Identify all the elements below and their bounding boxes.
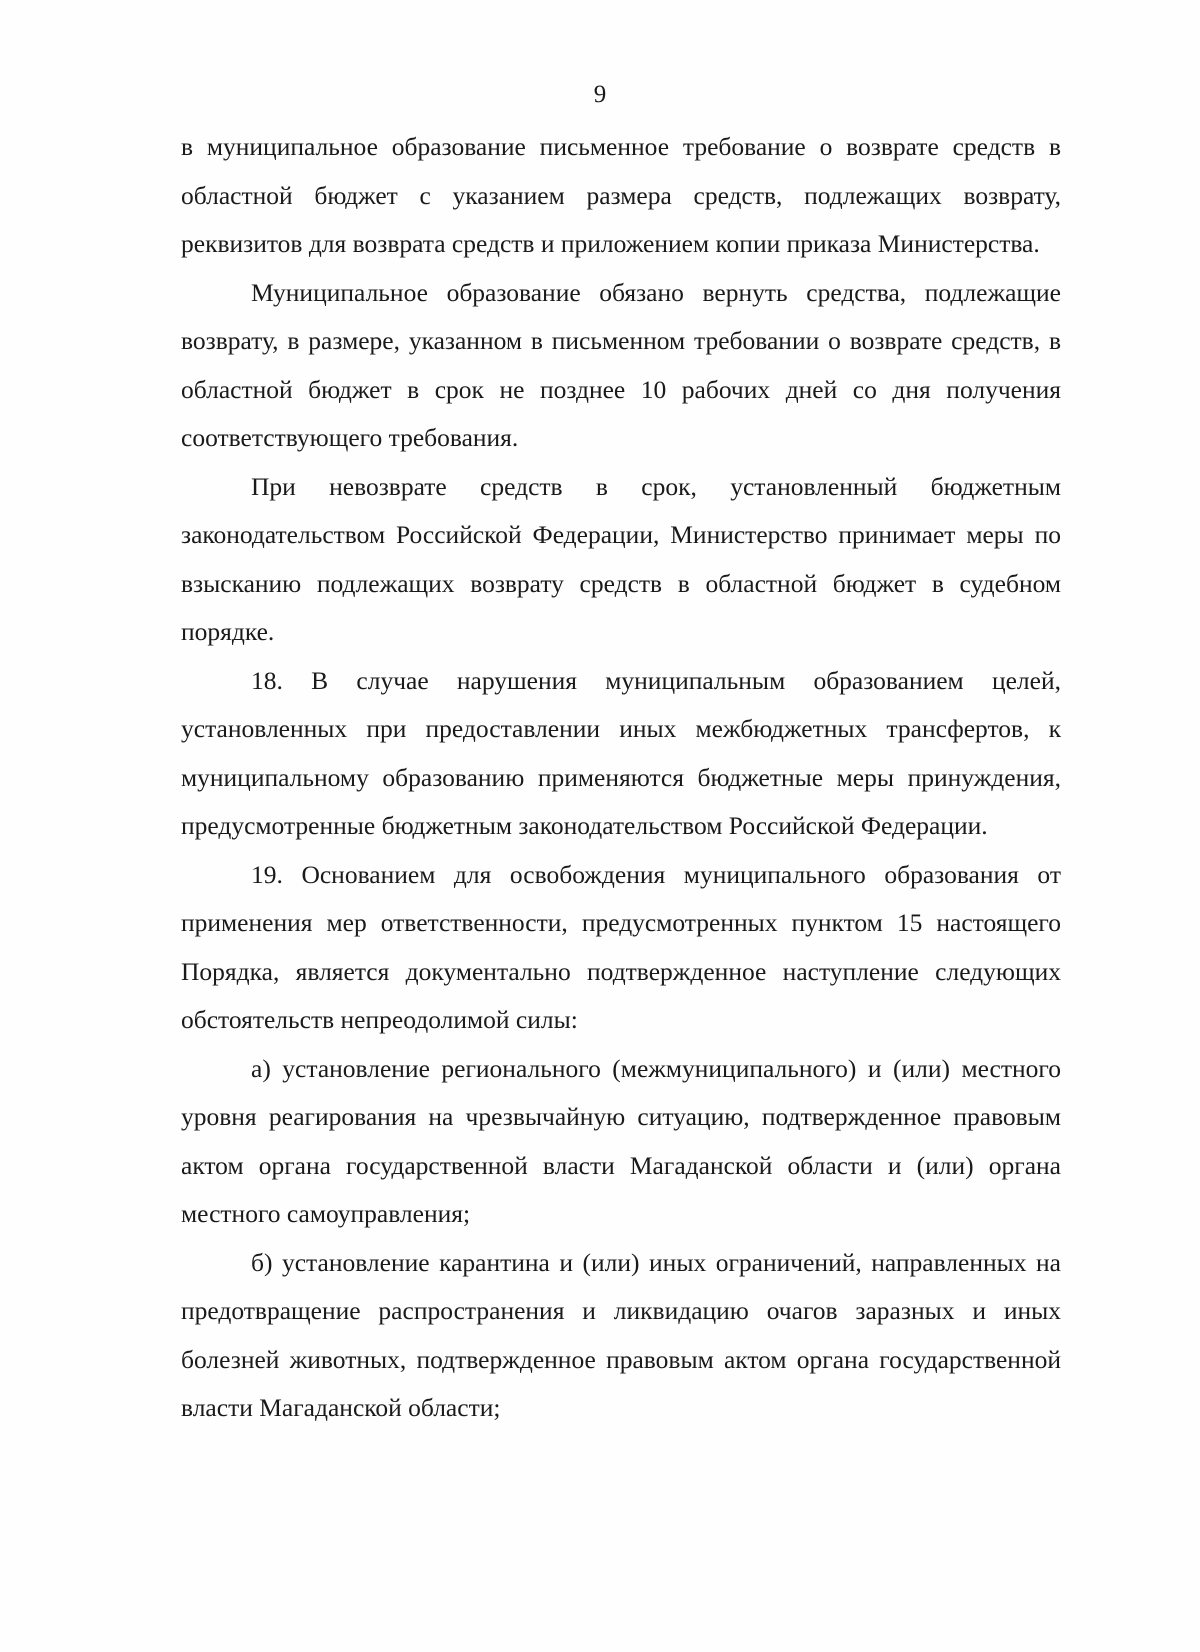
paragraph-subitem-b: б) установление карантина и (или) иных ограничений, направленных на предотвращение распространения и ликвидацию очагов заразных и иных болезней животных, подтвержденное правовым актом органа государственной власти Магаданской области; [181, 1247, 1061, 1422]
document-body [181, 123, 1061, 1433]
paragraph-continuation: в муниципальное образование письменное требование о возврате средств в областной бюджет с указанием размера средств, подлежащих возврату, реквизитов для возврата средств и приложением копии приказа Министерства. [181, 132, 1061, 258]
page-number: 9 [593, 81, 607, 108]
paragraph-recovery-measures: При невозврате средств в срок, установленный бюджетным законодательством Российской Федерации, Министерство принимает меры по взысканию подлежащих возврату средств в областной бюджет в судебном порядке. [181, 471, 1061, 646]
paragraph-item-19: 19. Основанием для освобождения муниципального образования от применения мер ответственности, предусмотренных пунктом 15 настоящего Порядка, является документально подтвержденное наступление следующих обстоятельств непреодолимой силы: [181, 859, 1061, 1034]
paragraph-return-obligation: Муниципальное образование обязано вернуть средства, подлежащие возврату, в размере, указанном в письменном требовании о возврате средств, в областной бюджет в срок не позднее 10 рабочих дней со дня получения соответствующего требования. [181, 277, 1061, 452]
paragraph-subitem-a: а) установление регионального (межмуниципального) и (или) местного уровня реагирования на чрезвычайную ситуацию, подтвержденное правовым актом органа государственной власти Магаданской области и (или) органа местного самоуправления; [181, 1053, 1061, 1228]
paragraph-item-18: 18. В случае нарушения муниципальным образованием целей, установленных при предоставлении иных межбюджетных трансфертов, к муниципальному образованию применяются бюджетные меры принуждения, предусмотренные бюджетным законодательством Российской Федерации. [181, 665, 1061, 840]
